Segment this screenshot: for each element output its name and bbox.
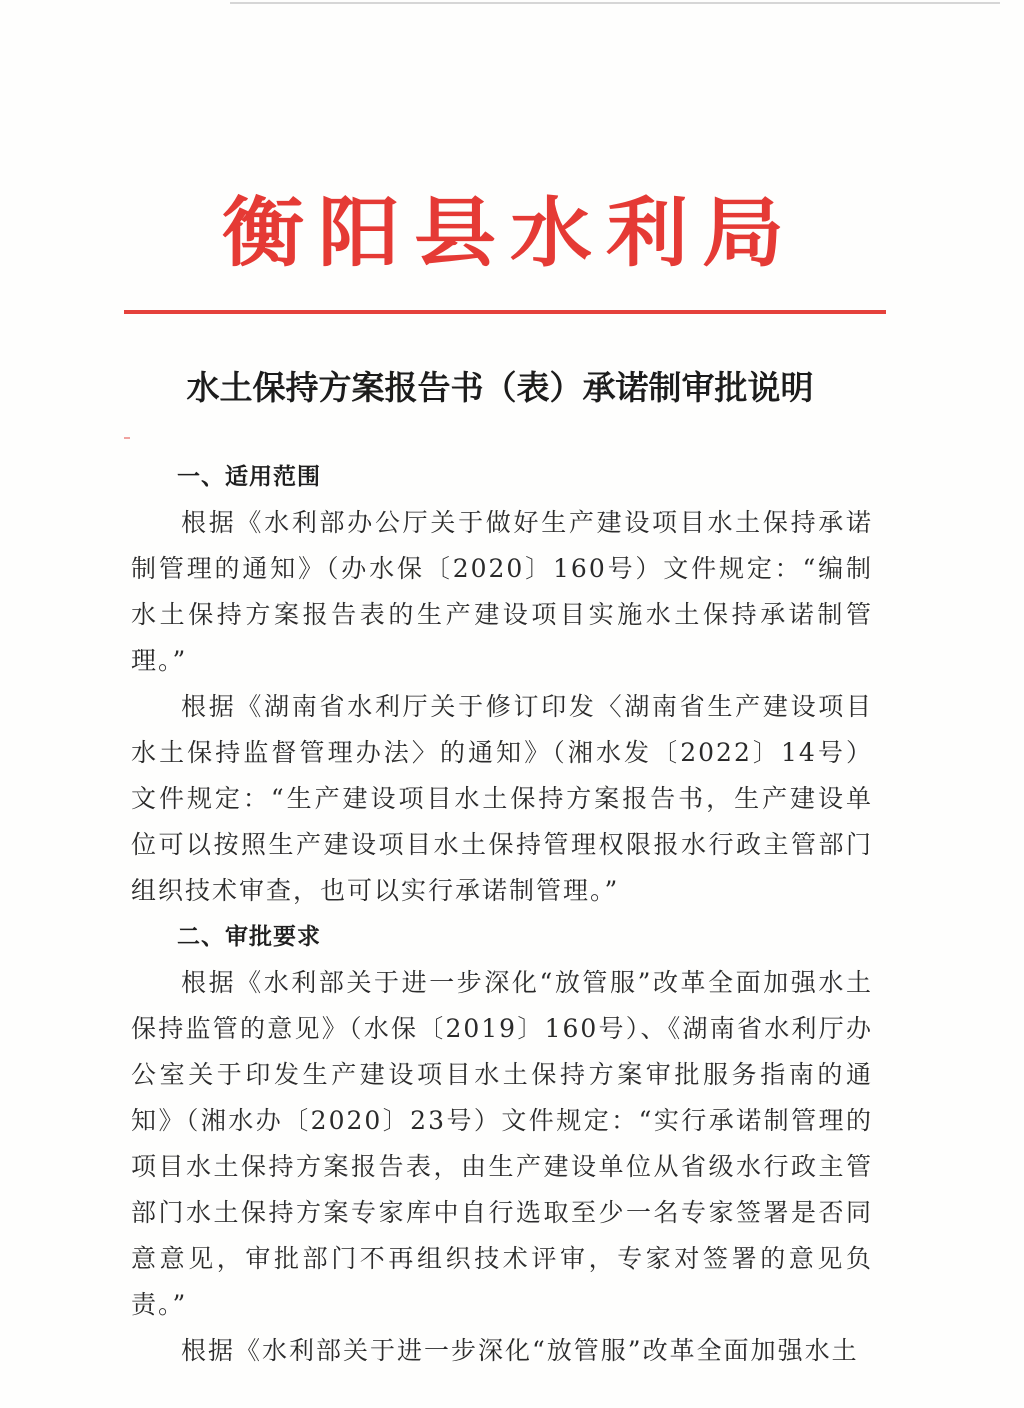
section-heading-scope: 一、适用范围 — [177, 464, 321, 490]
scan-speck — [124, 437, 130, 439]
document-body — [131, 454, 873, 1374]
paragraph: 根据《水利部关于进一步深化“放管服”改革全面加强水土 — [181, 1336, 859, 1365]
paragraph: 根据《水利部关于进一步深化“放管服”改革全面加强水土保持监管的意见》（水保〔2019〕160号）、《湖南省水利厅办公室关于印发生产建设项目水土保持方案审批服务指南的通知》（湘水办〔2020〕23号）文件规定：“实行承诺制管理的项目水土保持方案报告表，由生产建设单位从省级水行政主管部门水土保持方案专家库中自行选取至少一名专家签署是否同意意见，审批部门不再组织技术评审，专家对签署的意见负责。” — [131, 968, 873, 1319]
letterhead-title: 衡阳县水利局 — [221, 188, 798, 278]
scan-edge-line — [230, 2, 1000, 4]
section-heading-requirements: 二、审批要求 — [177, 924, 321, 950]
letterhead-red-rule — [124, 310, 886, 314]
paragraph: 根据《水利部办公厅关于做好生产建设项目水土保持承诺制管理的通知》（办水保〔2020〕160号）文件规定：“编制水土保持方案报告表的生产建设项目实施水土保持承诺制管理。” — [131, 508, 873, 675]
document-title: 水土保持方案报告书（表）承诺制审批说明 — [186, 368, 814, 407]
paragraph: 根据《湖南省水利厅关于修订印发〈湖南省生产建设项目水土保持监督管理办法〉的通知》（湘水发〔2022〕14号）文件规定：“生产建设项目水土保持方案报告书，生产建设单位可以按照生产建设项目水土保持管理权限报水行政主管部门组织技术审查，也可以实行承诺制管理。” — [131, 692, 873, 905]
